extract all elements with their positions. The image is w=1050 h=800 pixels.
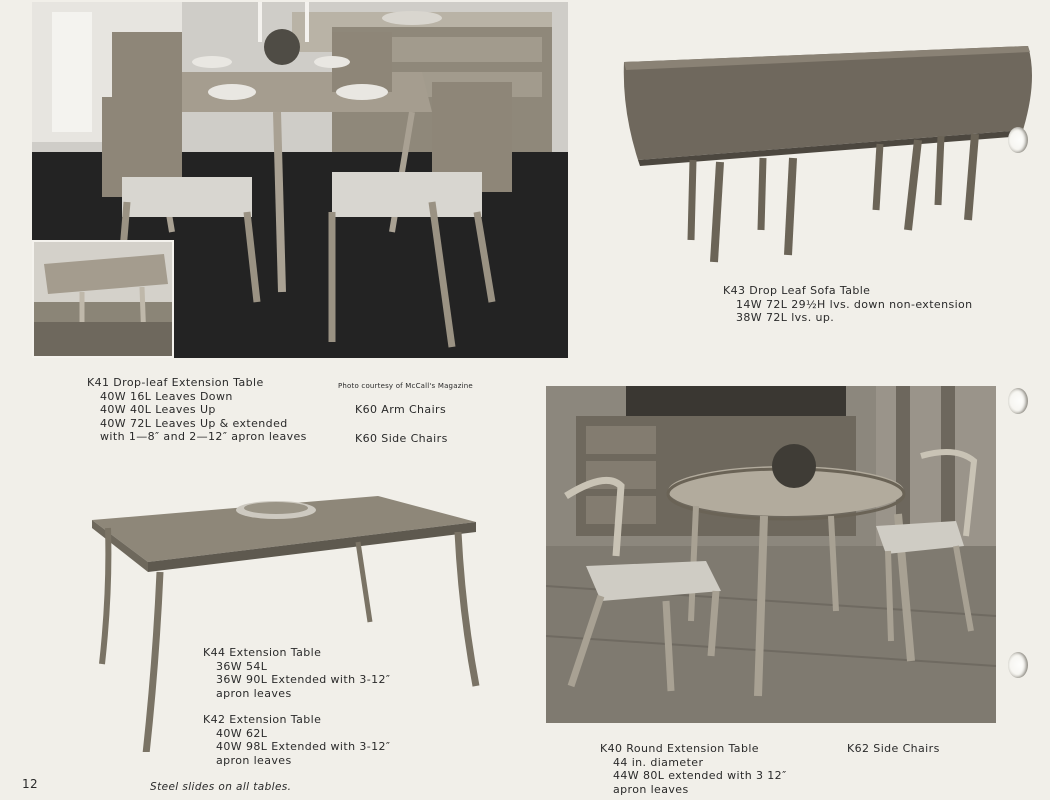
photo-k43-sofa-table bbox=[618, 40, 1038, 270]
caption-k62-side-chairs: K62 Side Chairs bbox=[847, 742, 940, 755]
caption-k40-line-3: apron leaves bbox=[613, 782, 689, 796]
caption-k43-line-2: 38W 72L lvs. up. bbox=[736, 311, 835, 324]
photo-dining-set-k41-k60 bbox=[32, 2, 568, 358]
caption-k60-side-chairs: K60 Side Chairs bbox=[355, 432, 448, 445]
caption-k42-line-3: apron leaves bbox=[216, 753, 292, 767]
caption-k42-line-2: 40W 98L Extended with 3-12″ bbox=[216, 740, 391, 753]
caption-k44-line-3: apron leaves bbox=[216, 686, 292, 700]
caption-k40-line-1: 44 in. diameter bbox=[613, 755, 704, 769]
caption-k41-line-4: with 1—8″ and 2—12″ apron leaves bbox=[100, 430, 307, 443]
caption-k41 bbox=[87, 376, 307, 444]
caption-k43-line-1: 14W 72L 29½H lvs. down non-extension bbox=[736, 297, 973, 311]
binder-hole-bottom bbox=[1008, 652, 1028, 678]
footer-note: Steel slides on all tables. bbox=[150, 781, 292, 793]
caption-k40-line-2: 44W 80L extended with 3 12″ bbox=[613, 769, 787, 782]
caption-k42-title: K42 Extension Table bbox=[203, 713, 322, 726]
caption-k44-line-1: 36W 54L bbox=[216, 659, 268, 673]
caption-k42 bbox=[203, 713, 390, 767]
caption-k43-title: K43 Drop Leaf Sofa Table bbox=[723, 284, 871, 297]
caption-k40 bbox=[600, 742, 787, 796]
page-number: 12 bbox=[22, 777, 39, 791]
binder-hole-middle bbox=[1008, 388, 1028, 414]
caption-k43 bbox=[723, 284, 973, 325]
caption-k60-arm-chairs: K60 Arm Chairs bbox=[355, 403, 447, 416]
caption-k41-line-3: 40W 72L Leaves Up & extended bbox=[100, 416, 288, 430]
binder-hole-top bbox=[1008, 127, 1028, 153]
photo-k40-k62-round-table bbox=[546, 386, 996, 723]
caption-k41-line-2: 40W 40L Leaves Up bbox=[100, 403, 216, 416]
photo-credit: Photo courtesy of McCall's Magazine bbox=[338, 382, 473, 390]
caption-k42-line-1: 40W 62L bbox=[216, 726, 268, 740]
caption-k41-title: K41 Drop-leaf Extension Table bbox=[87, 376, 264, 389]
caption-k44-line-2: 36W 90L Extended with 3-12″ bbox=[216, 673, 391, 686]
caption-k44-title: K44 Extension Table bbox=[203, 646, 322, 659]
caption-k40-title: K40 Round Extension Table bbox=[600, 742, 759, 755]
caption-k41-line-1: 40W 16L Leaves Down bbox=[100, 389, 233, 403]
caption-k44 bbox=[203, 646, 390, 700]
